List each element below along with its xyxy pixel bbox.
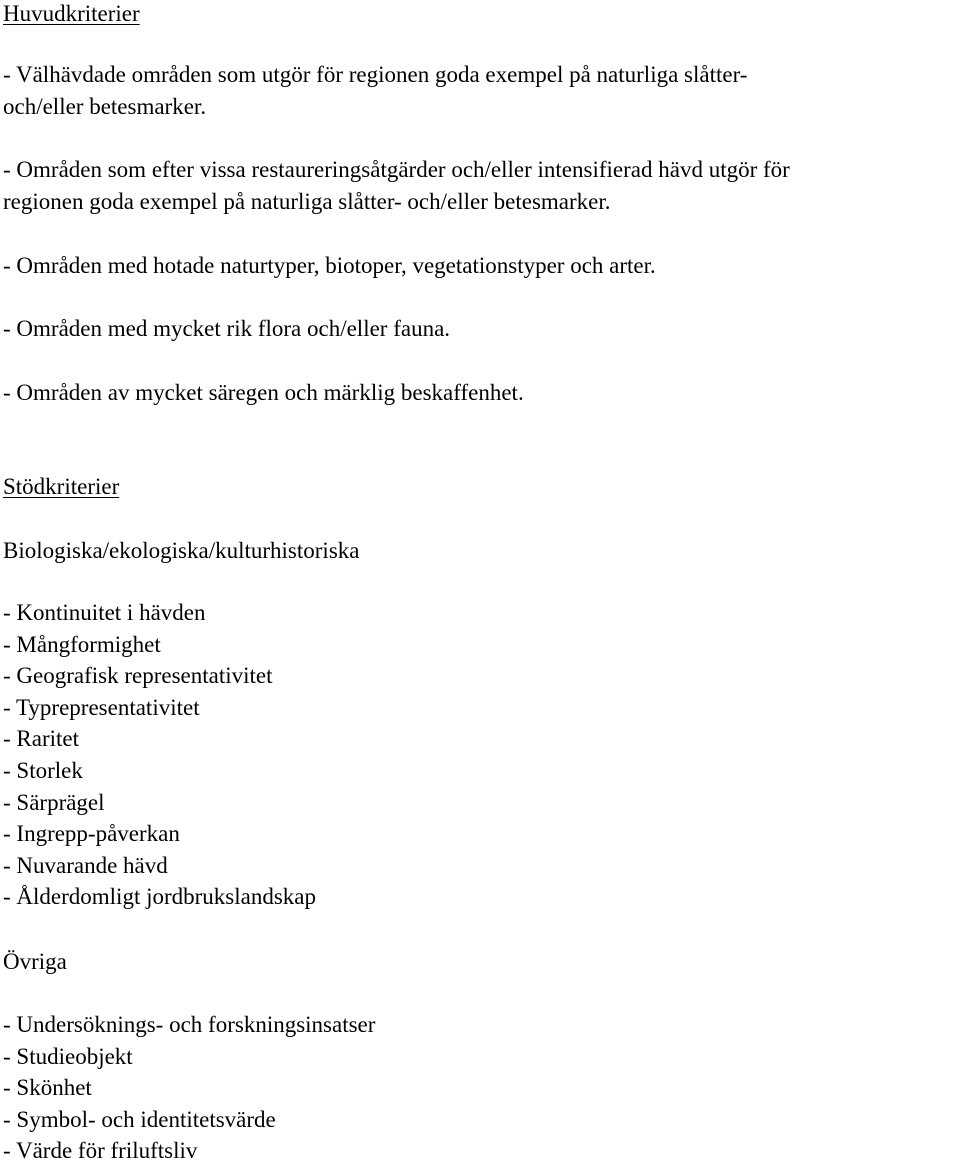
list-item: - Värde för friluftsliv	[3, 1138, 198, 1164]
list-item: - Kontinuitet i hävden	[3, 600, 206, 625]
heading-ovriga: Övriga	[3, 949, 67, 974]
huvud-item-2: - Områden som efter vissa restaureringsåtgärder och/eller intensifierad hävd utgör för regionen goda exempel på naturliga slåtter- och/eller betesmarker.	[3, 157, 790, 214]
stod-list	[3, 597, 316, 913]
list-item: - Raritet	[3, 726, 79, 752]
heading-huvudkriterier: Huvudkriterier	[3, 1, 140, 26]
list-item: - Undersöknings- och forskningsinsatser	[3, 1012, 376, 1037]
list-item: - Ålderdomligt jordbrukslandskap	[3, 884, 317, 910]
huvud-item-1: - Välhävdade områden som utgör för regionen goda exempel på naturliga slåtter- och/eller betesmarker.	[3, 62, 748, 119]
list-item: - Storlek	[3, 757, 83, 783]
huvud-item-3: - Områden med hotade naturtyper, biotoper, vegetationstyper och arter.	[3, 253, 656, 278]
list-item: - Särprägel	[3, 789, 105, 815]
list-item: - Typrepresentativitet	[3, 694, 200, 720]
list-item: - Nuvarande hävd	[3, 852, 168, 878]
list-item: - Geografisk representativitet	[3, 663, 273, 689]
list-item: - Ingrepp-påverkan	[3, 821, 180, 847]
subheading-biologiska: Biologiska/ekologiska/kulturhistoriska	[3, 538, 360, 563]
list-item: - Skönhet	[3, 1075, 92, 1101]
huvud-item-5: - Områden av mycket säregen och märklig beskaffenhet.	[3, 380, 524, 405]
list-item: - Symbol- och identitetsvärde	[3, 1106, 276, 1132]
list-item: - Studieobjekt	[3, 1043, 133, 1069]
list-item: - Mångformighet	[3, 631, 161, 657]
huvud-item-4: - Områden med mycket rik flora och/eller fauna.	[3, 316, 451, 341]
ovriga-list	[3, 1009, 375, 1167]
heading-stodkriterier: Stödkriterier	[3, 474, 120, 499]
